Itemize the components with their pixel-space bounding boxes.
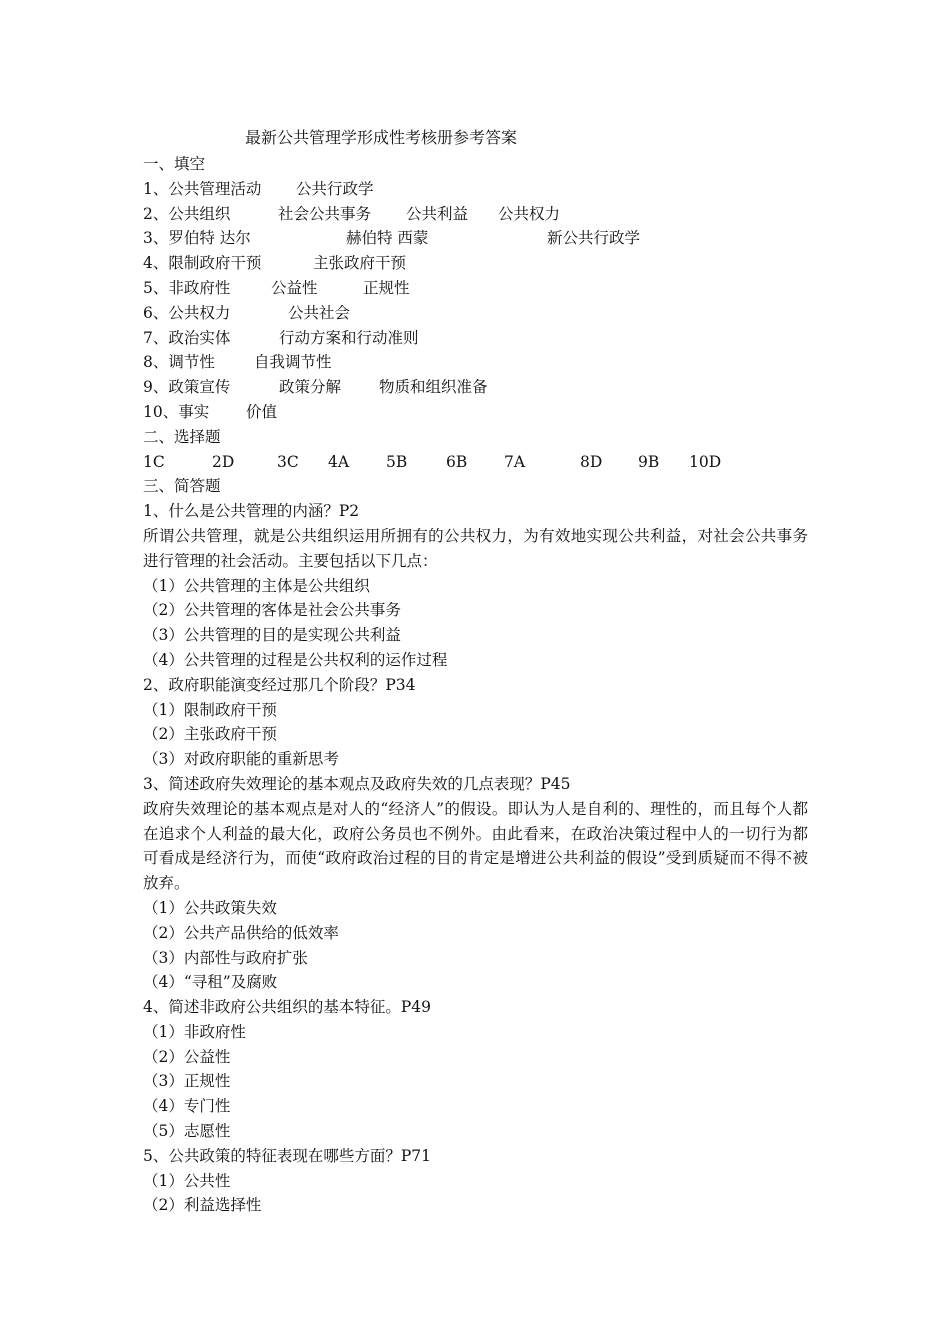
answer-point: （4）专门性 [143,1097,231,1116]
answer-point: （3）正规性 [143,1072,231,1091]
answer-point: （4）公共管理的过程是公共权利的运作过程 [143,650,448,669]
question: 4、简述非政府公共组织的基本特征。P49 [143,998,432,1017]
fill-answer: 物质和组织准备 [379,378,488,397]
choice-answer: 10D [689,452,722,471]
fill-answer: 3、罗伯特 达尔 [143,229,251,248]
fill-answer: 赫伯特 西蒙 [346,229,429,248]
fill-answer: 行动方案和行动准则 [279,328,419,347]
answer-point: （2）公共管理的客体是社会公共事务 [143,601,401,620]
choice-answer: 3C [277,452,299,471]
fill-answer: 公共利益 [406,204,469,223]
fill-answer: 正规性 [363,278,410,297]
fill-answer: 新公共行政学 [547,229,641,248]
answer-point: （2）公共产品供给的低效率 [143,923,339,942]
fill-answer: 2、公共组织 [143,204,231,223]
fill-answer: 价值 [246,402,278,421]
choice-answers-row [143,450,808,475]
fill-answer: 7、政治实体 [143,328,231,347]
section-heading-short-answer: 三、简答题 [143,477,221,496]
choice-answer: 8D [580,452,603,471]
fill-answer-row [143,251,808,276]
section-heading-fill-blank: 一、填空 [143,155,206,173]
answer-point: （5）志愿性 [143,1122,231,1141]
fill-answer-row [143,276,808,301]
answer-point: （1）公共政策失效 [143,898,277,917]
fill-answer: 公益性 [271,278,318,297]
answer-point: （1）公共管理的主体是公共组织 [143,576,370,595]
choice-answer: 6B [446,452,468,471]
section-heading-choice: 二、选择题 [143,427,221,446]
answer-point: （4）“寻租”及腐败 [143,973,278,992]
answer-point: （2）主张政府干预 [143,725,277,744]
choice-answer: 2D [212,452,235,471]
fill-answer: 5、非政府性 [143,278,231,297]
fill-answer: 自我调节性 [254,353,332,372]
answer-paragraph: 所谓公共管理，就是公共组织运用所拥有的公共权力，为有效地实现公共利益，对社会公共事务进行管理的社会活动。主要包括以下几点： [143,526,808,570]
answer-point: （2）公益性 [143,1047,231,1066]
answer-point: （3）对政府职能的重新思考 [143,750,339,769]
fill-answer-row [143,301,808,326]
fill-answer: 8、调节性 [143,353,215,372]
fill-answer-row [143,350,808,375]
fill-answer-row [143,400,808,425]
choice-answer: 1C [143,452,165,471]
fill-answer: 4、限制政府干预 [143,254,262,273]
fill-answer: 公共行政学 [296,179,374,198]
choice-answer: 7A [504,452,526,471]
fill-answer: 9、政策宣传 [143,378,231,397]
fill-answer: 政策分解 [279,378,342,397]
question: 1、什么是公共管理的内涵？P2 [143,502,360,521]
choice-answer: 4A [328,452,350,471]
choice-answer: 5B [386,452,408,471]
answer-point: （3）内部性与政府扩张 [143,948,308,967]
answer-point: （3）公共管理的目的是实现公共利益 [143,626,401,645]
document-title: 最新公共管理学形成性考核册参考答案 [245,128,518,147]
fill-answer: 社会公共事务 [278,204,372,223]
fill-answer: 1、公共管理活动 [143,179,262,198]
fill-answer: 公共权力 [498,204,561,223]
fill-answer-row [143,226,808,251]
choice-answer: 9B [638,452,660,471]
fill-answer: 公共社会 [288,303,351,322]
question: 5、公共政策的特征表现在哪些方面？P71 [143,1146,432,1165]
answer-point: （1）限制政府干预 [143,700,277,719]
fill-answer-row [143,375,808,400]
fill-answer: 主张政府干预 [313,254,407,273]
fill-answer: 6、公共权力 [143,303,231,322]
question: 3、简述政府失效理论的基本观点及政府失效的几点表现？P45 [143,774,571,793]
answer-paragraph: 政府失效理论的基本观点是对人的“经济人”的假设。即认为人是自利的、理性的，而且每个人都在追求个人利益的最大化，政府公务员也不例外。由此看来，在政治决策过程中人的一切行为都可看成是经济行为，而使“政府政治过程的目的肯定是增进公共利益的假设”受到质疑而不得不被放弃。 [143,799,808,893]
question: 2、政府职能演变经过那几个阶段？P34 [143,675,416,694]
fill-answer-row [143,202,808,227]
answer-point: （2）利益选择性 [143,1196,262,1215]
answer-point: （1）非政府性 [143,1022,246,1041]
fill-answer-row [143,326,808,351]
answer-point: （1）公共性 [143,1171,231,1190]
fill-answer-row [143,177,808,202]
document-body [143,152,808,1218]
fill-answer: 10、事实 [143,402,210,421]
